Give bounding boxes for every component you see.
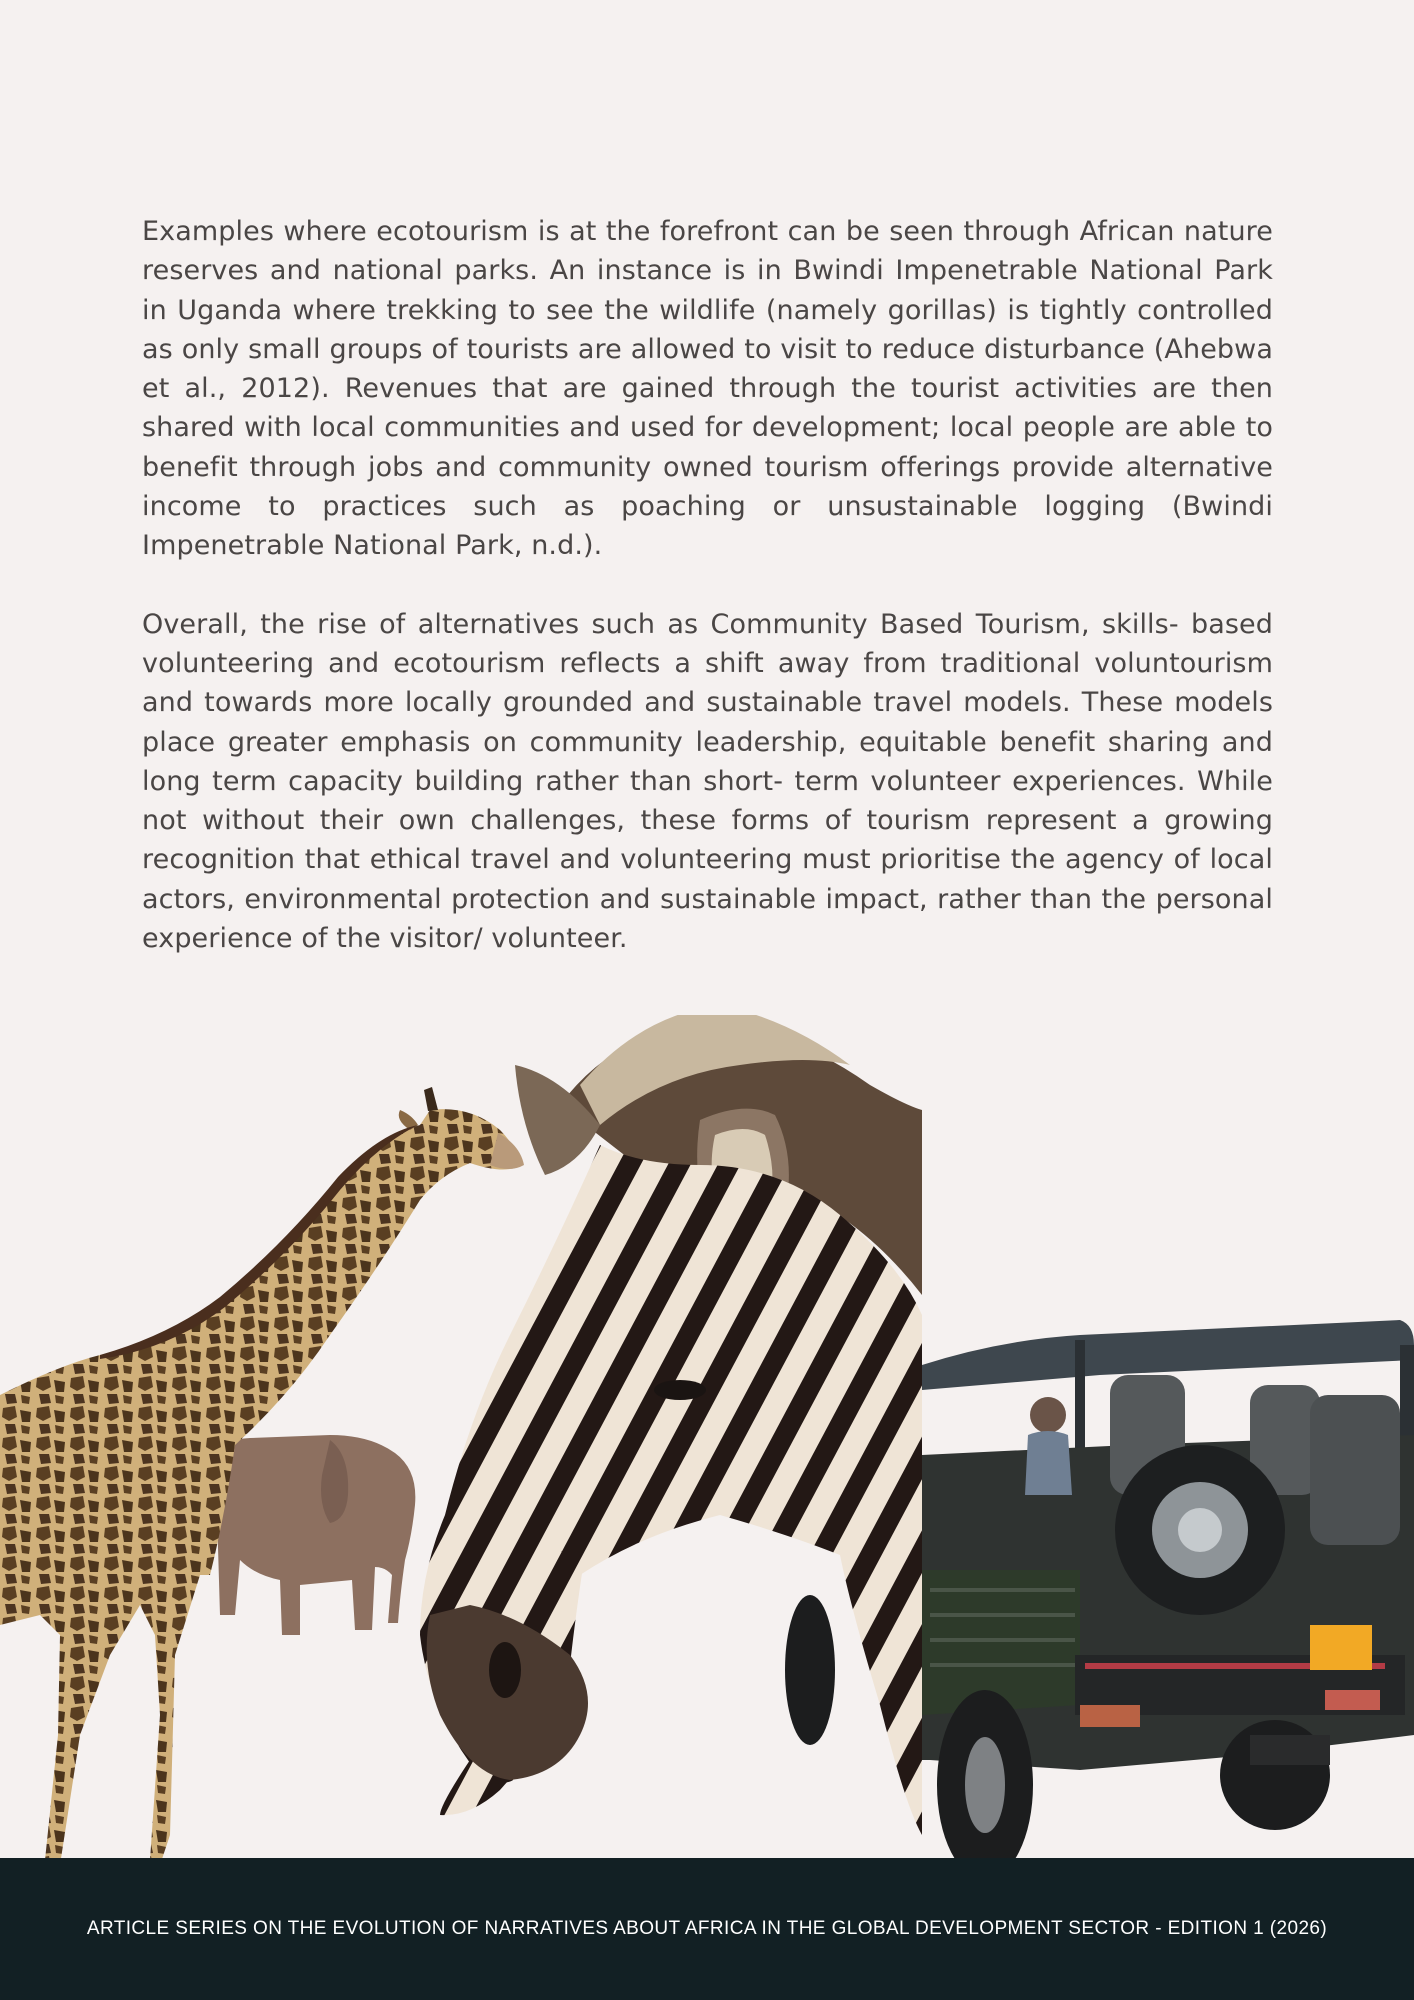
footer-bar — [0, 1858, 1414, 2000]
paragraph-ecotourism: Examples where ecotourism is at the forefront can be seen through African nature reserves and national parks. An instance is in Bwindi Impenetrable National Park in Uganda where trekking to see the wildlife (namely gorillas) is tightly controlled as only small groups of tourists are allowed to visit to reduce disturbance (Ahebwa et al., 2012). Revenues that are gained through the tourist activities are then shared with local communities and used for development; local people are able to benefit through jobs and community owned tourism offerings provide alternative income to practices such as poaching or unsustainable logging (Bwindi Impenetrable National Park, n.d.). — [142, 216, 1273, 562]
wildlife-safari-illustration — [0, 1015, 1414, 1900]
article-body — [142, 212, 1273, 997]
elephant — [215, 1435, 415, 1635]
footer-series-title: ARTICLE SERIES ON THE EVOLUTION OF NARRATIVES ABOUT AFRICA IN THE GLOBAL DEVELOPMENT SECTOR - EDITION 1 (2026) — [86, 1918, 1328, 1939]
paragraph-conclusion: Overall, the rise of alternatives such as Community Based Tourism, skills- based volunteering and ecotourism reflects a shift away from traditional voluntourism and towards more locally grounded and sustainable travel models. These models place greater emphasis on community leadership, equitable benefit sharing and long term capacity building rather than short- term volunteer experiences. While not without their own challenges, these forms of tourism represent a growing recognition that ethical travel and volunteering must prioritise the agency of local actors, environmental protection and sustainable impact, rather than the personal experience of the visitor/ volunteer. — [142, 608, 1273, 955]
